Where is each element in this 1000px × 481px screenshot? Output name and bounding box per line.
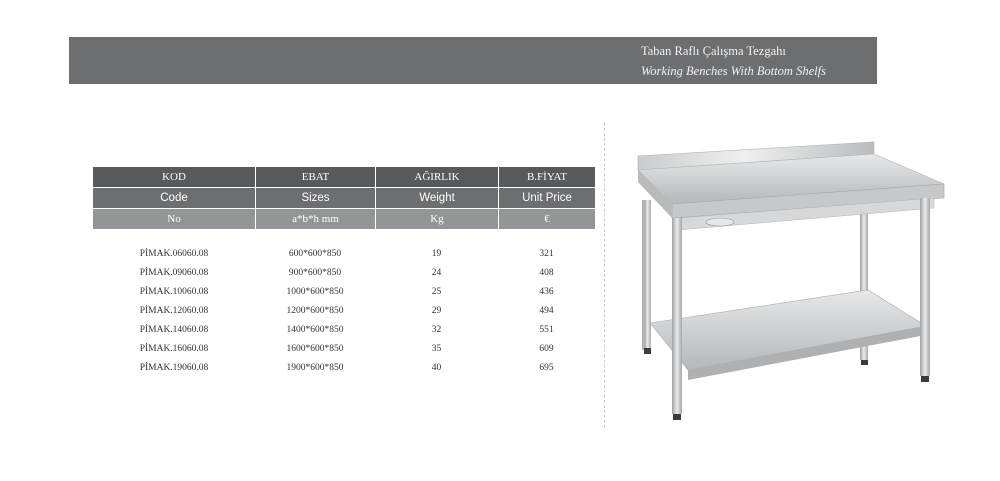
cell-size: 1000*600*850 <box>286 286 344 297</box>
header-price-unit: € <box>498 209 595 229</box>
cell-code: PİMAK.14060.08 <box>139 324 209 335</box>
cell-size: 1400*600*850 <box>286 324 344 335</box>
table-header-units <box>93 209 595 229</box>
cell-size: 600*600*850 <box>288 248 342 259</box>
cell-weight: 32 <box>431 324 442 335</box>
column-divider <box>604 123 605 428</box>
cell-price: 436 <box>539 286 554 297</box>
cell-weight: 35 <box>431 343 442 354</box>
title-english: Working Benches With Bottom Shelfs <box>641 64 826 78</box>
cell-weight: 19 <box>431 248 442 259</box>
cell-code: PİMAK.19060.08 <box>139 362 209 373</box>
work-bench-image <box>628 138 950 426</box>
table-row <box>93 301 595 320</box>
cell-weight: 25 <box>431 286 442 297</box>
header-price-tr: B.FİYAT <box>498 167 595 187</box>
header-code-tr: KOD <box>162 171 186 183</box>
table-row <box>93 320 595 339</box>
header-code-unit: No <box>167 213 181 225</box>
cell-code: PİMAK.12060.08 <box>139 305 209 316</box>
cell-weight: 24 <box>431 267 442 278</box>
cell-price: 551 <box>539 324 554 335</box>
table-body <box>93 244 595 377</box>
header-size-tr: EBAT <box>255 167 375 187</box>
cell-weight: 29 <box>431 305 442 316</box>
cell-size: 900*600*850 <box>288 267 342 278</box>
header-size-unit: a*b*h mm <box>255 209 375 229</box>
table-row <box>93 358 595 377</box>
cell-price: 321 <box>539 248 554 259</box>
cell-size: 1600*600*850 <box>286 343 344 354</box>
cell-size: 1200*600*850 <box>286 305 344 316</box>
cell-price: 609 <box>539 343 554 354</box>
cell-weight: 40 <box>431 362 442 373</box>
header-code-en: Code <box>160 192 188 204</box>
cell-price: 695 <box>539 362 554 373</box>
table-row <box>93 282 595 301</box>
cell-price: 494 <box>539 305 554 316</box>
cell-code: PİMAK.16060.08 <box>139 343 209 354</box>
cell-size: 1900*600*850 <box>286 362 344 373</box>
cell-code: PİMAK.10060.08 <box>139 286 209 297</box>
title-turkish: Taban Raflı Çalışma Tezgahı <box>641 44 786 58</box>
cell-price: 408 <box>539 267 554 278</box>
header-size-en: Sizes <box>255 188 375 208</box>
table-row <box>93 339 595 358</box>
header-weight-unit: Kg <box>375 209 498 229</box>
header-weight-en: Weight <box>375 188 498 208</box>
table-row <box>93 263 595 282</box>
header-price-en: Unit Price <box>498 188 595 208</box>
cell-code: PİMAK.09060.08 <box>139 267 209 278</box>
cell-code: PİMAK.06060.08 <box>139 248 209 259</box>
table-header-turkish <box>93 167 595 187</box>
title-banner <box>69 37 877 84</box>
table-header-english <box>93 188 595 208</box>
header-weight-tr: AĞIRLIK <box>375 167 498 187</box>
table-row <box>93 244 595 263</box>
